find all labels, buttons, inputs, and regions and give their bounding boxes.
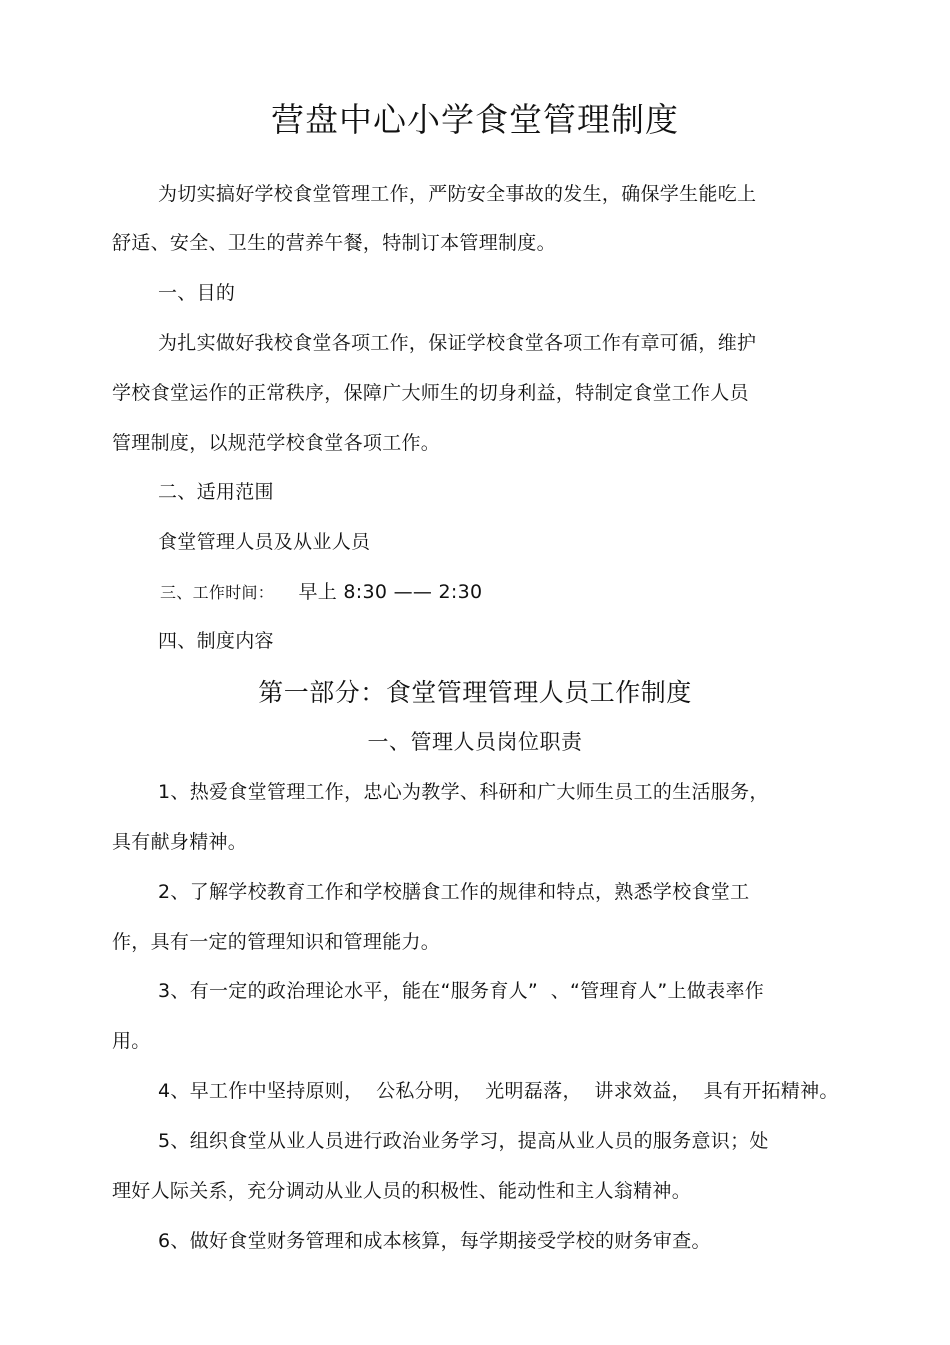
work-time-label: 三、工作时间：: [160, 583, 275, 602]
section-2-content: 食堂管理人员及从业人员: [158, 531, 371, 553]
section-1-heading: 一、目的: [158, 282, 236, 304]
part-1-title: 第一部分：食堂管理管理人员工作制度: [258, 678, 692, 707]
item-6-line-1: 6、做好食堂财务管理和成本核算，每学期接受学校的财务审查。: [158, 1230, 711, 1252]
intro-line-1: 为切实搞好学校食堂管理工作，严防安全事故的发生，确保学生能吃上: [158, 183, 757, 205]
work-time-value: 早上 8:30 —— 2:30: [298, 581, 483, 603]
section-4-heading: 四、制度内容: [158, 630, 274, 652]
part-1-subtitle: 一、管理人员岗位职责: [367, 730, 583, 754]
document-title: 营盘中心小学食堂管理制度: [271, 100, 679, 139]
section-1-line-1: 为扎实做好我校食堂各项工作，保证学校食堂各项工作有章可循，维护: [158, 332, 757, 354]
section-1-line-3: 管理制度，以规范学校食堂各项工作。: [112, 432, 441, 454]
item-1-line-1: 1、热爱食堂管理工作，忠心为教学、科研和广大师生员工的生活服务，: [158, 781, 769, 803]
intro-line-2: 舒适、安全、卫生的营养午餐，特制订本管理制度。: [112, 232, 556, 254]
item-5-line-1: 5、组织食堂从业人员进行政治业务学习，提高从业人员的服务意识；处: [158, 1130, 769, 1152]
item-5-line-2: 理好人际关系，充分调动从业人员的积极性、能动性和主人翁精神。: [112, 1180, 692, 1202]
section-1-line-2: 学校食堂运作的正常秩序，保障广大师生的切身利益，特制定食堂工作人员: [112, 382, 749, 404]
section-2-heading: 二、适用范围: [158, 481, 274, 503]
section-3-row: [160, 580, 482, 605]
item-4-line-1: 4、早工作中坚持原则， 公私分明， 光明磊落， 讲求效益， 具有开拓精神。: [158, 1080, 839, 1102]
item-2-line-2: 作，具有一定的管理知识和管理能力。: [112, 931, 441, 953]
item-2-line-1: 2、了解学校教育工作和学校膳食工作的规律和特点，熟悉学校食堂工: [158, 881, 750, 903]
item-1-line-2: 具有献身精神。: [112, 831, 248, 853]
item-3-line-2: 用。: [112, 1030, 151, 1052]
item-3-line-1: 3、有一定的政治理论水平，能在“服务育人” 、“管理育人”上做表率作: [158, 980, 765, 1002]
